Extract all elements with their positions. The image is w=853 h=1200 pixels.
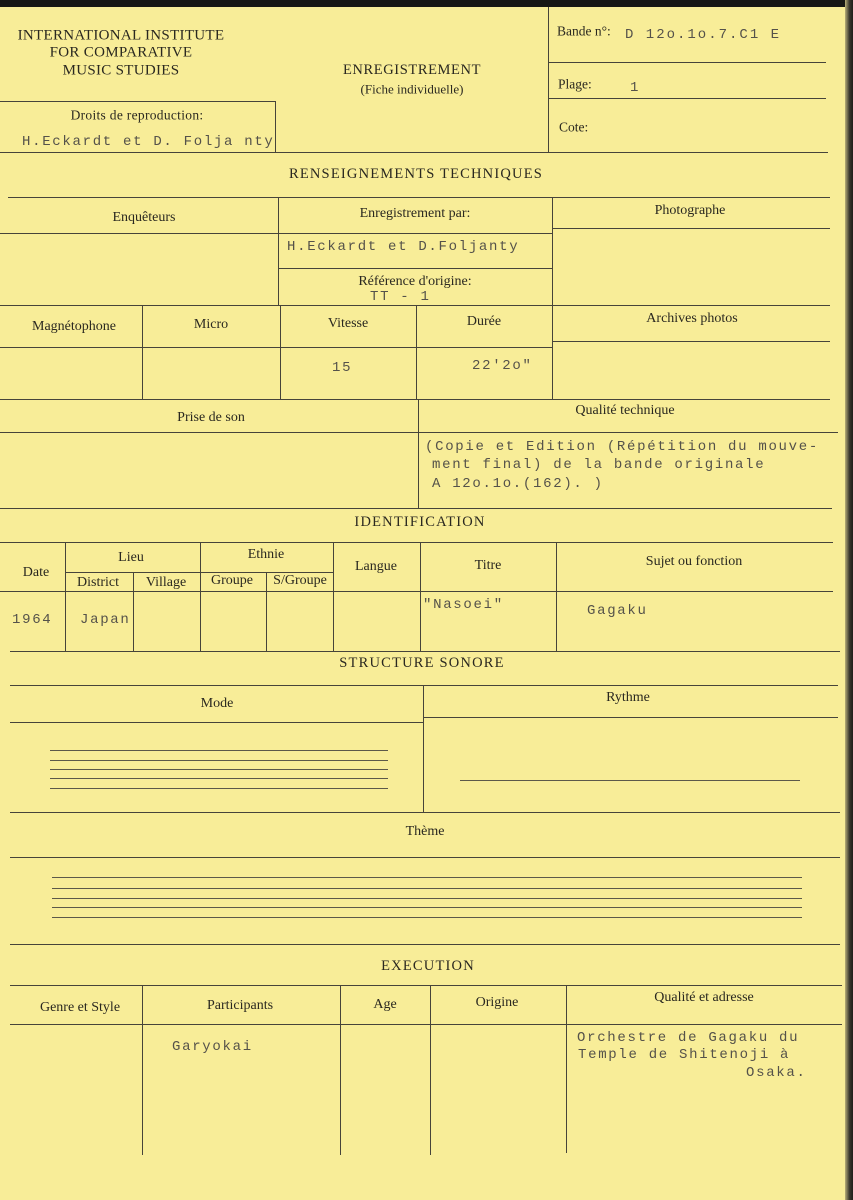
divider bbox=[278, 268, 552, 269]
divider bbox=[548, 7, 549, 152]
reference-value: TT - 1 bbox=[370, 289, 431, 305]
archives-photos-label: Archives photos bbox=[646, 311, 738, 326]
sujet-value: Gagaku bbox=[587, 603, 648, 619]
divider bbox=[340, 985, 341, 1155]
ethnie-header: Ethnie bbox=[247, 547, 285, 562]
date-value: 1964 bbox=[12, 612, 53, 628]
divider bbox=[10, 1024, 842, 1025]
enregistrement-value: H.Eckardt et D.Foljanty bbox=[287, 239, 520, 255]
theme-staff-line bbox=[52, 898, 802, 899]
qualite-technique-line: (Copie et Edition (Répétition du mouve- bbox=[425, 439, 819, 455]
divider bbox=[333, 542, 334, 651]
divider bbox=[142, 305, 143, 399]
scan-edge-right bbox=[845, 0, 853, 1200]
vitesse-label: Vitesse bbox=[327, 316, 369, 331]
mode-label: Mode bbox=[200, 696, 234, 711]
theme-label: Thème bbox=[405, 824, 445, 839]
mode-staff-line bbox=[50, 769, 388, 770]
district-header: District bbox=[77, 575, 119, 590]
divider bbox=[423, 717, 838, 718]
divider bbox=[200, 542, 201, 651]
rights-value: H.Eckardt et D. Folja nty bbox=[22, 134, 275, 150]
lieu-header: Lieu bbox=[118, 550, 144, 565]
divider bbox=[552, 228, 830, 229]
prise-de-son-label: Prise de son bbox=[177, 410, 245, 425]
qualite-adresse-line: Orchestre de Gagaku du bbox=[577, 1030, 800, 1046]
divider bbox=[0, 101, 275, 102]
divider bbox=[0, 591, 833, 592]
section-heading: RENSEIGNEMENTS TECHNIQUES bbox=[288, 165, 544, 182]
divider bbox=[420, 542, 421, 651]
institute-name-line: FOR COMPARATIVE bbox=[49, 44, 193, 61]
age-header: Age bbox=[373, 997, 397, 1012]
institute-name-line: INTERNATIONAL INSTITUTE bbox=[17, 27, 225, 44]
origine-header: Origine bbox=[475, 995, 519, 1010]
divider bbox=[423, 685, 424, 812]
divider bbox=[430, 985, 431, 1155]
divider bbox=[0, 432, 838, 433]
rythme-label: Rythme bbox=[606, 690, 650, 705]
mode-staff-line bbox=[50, 788, 388, 789]
vitesse-value: 15 bbox=[332, 360, 353, 376]
divider bbox=[275, 101, 276, 152]
divider bbox=[0, 305, 830, 306]
divider bbox=[278, 197, 279, 305]
qualite-technique-line: ment final) de la bande originale bbox=[432, 457, 766, 473]
divider bbox=[556, 542, 557, 651]
bande-value: D 12o.1o.7.C1 E bbox=[625, 27, 782, 43]
divider bbox=[10, 812, 840, 813]
qualite-adresse-line: Osaka. bbox=[746, 1065, 807, 1081]
sous-groupe-header: S/Groupe bbox=[273, 573, 327, 588]
divider bbox=[0, 508, 832, 509]
rights-label: Droits de reproduction: bbox=[70, 107, 204, 123]
theme-staff-line bbox=[52, 907, 802, 908]
plage-label: Plage: bbox=[558, 76, 592, 92]
form-title: ENREGISTREMENT bbox=[342, 61, 482, 78]
titre-value: "Nasoei" bbox=[423, 597, 504, 613]
divider bbox=[566, 985, 567, 1153]
photographe-label: Photographe bbox=[654, 203, 726, 218]
qualite-adresse-line: Temple de Shitenoji à bbox=[578, 1047, 791, 1063]
divider bbox=[142, 985, 143, 1155]
divider bbox=[266, 572, 267, 651]
participants-value: Garyokai bbox=[172, 1039, 253, 1055]
divider bbox=[548, 98, 826, 99]
enregistrement-label: Enregistrement par: bbox=[359, 206, 471, 221]
groupe-header: Groupe bbox=[211, 573, 253, 588]
theme-staff-line bbox=[52, 917, 802, 918]
langue-header: Langue bbox=[355, 559, 397, 574]
divider bbox=[0, 233, 552, 234]
section-heading: EXECUTION bbox=[381, 957, 475, 974]
qualite-technique-line: A 12o.1o.(162). ) bbox=[432, 476, 604, 492]
institute-name-line: MUSIC STUDIES bbox=[62, 62, 180, 79]
reference-label: Référence d'origine: bbox=[358, 274, 472, 289]
divider bbox=[10, 651, 840, 652]
divider bbox=[10, 944, 840, 945]
theme-staff-line bbox=[52, 888, 802, 889]
divider bbox=[0, 152, 828, 153]
plage-value: 1 bbox=[630, 80, 641, 96]
qualite-adresse-header: Qualité et adresse bbox=[654, 990, 754, 1005]
titre-header: Titre bbox=[474, 558, 502, 573]
participants-header: Participants bbox=[206, 998, 274, 1013]
duree-value: 22'2o" bbox=[472, 358, 533, 374]
mode-staff-line bbox=[50, 760, 388, 761]
divider bbox=[418, 399, 419, 508]
divider bbox=[65, 542, 66, 651]
qualite-technique-label: Qualité technique bbox=[575, 403, 675, 418]
divider bbox=[10, 985, 842, 986]
village-header: Village bbox=[145, 575, 187, 590]
section-heading: STRUCTURE SONORE bbox=[339, 654, 505, 671]
duree-label: Durée bbox=[466, 314, 502, 329]
form-subtitle: (Fiche individuelle) bbox=[360, 81, 464, 97]
mode-staff-line bbox=[50, 750, 388, 751]
magnetophone-label: Magnétophone bbox=[32, 319, 116, 334]
rythme-line bbox=[460, 780, 800, 781]
divider bbox=[553, 341, 830, 342]
divider bbox=[416, 305, 417, 399]
divider bbox=[8, 197, 830, 198]
micro-label: Micro bbox=[193, 317, 229, 332]
divider bbox=[133, 572, 134, 651]
bande-label: Bande n°: bbox=[557, 23, 611, 39]
section-heading: IDENTIFICATION bbox=[354, 513, 486, 530]
sujet-header: Sujet ou fonction bbox=[645, 554, 743, 569]
divider bbox=[0, 542, 833, 543]
cote-label: Cote: bbox=[559, 119, 589, 135]
enqueteurs-label: Enquêteurs bbox=[112, 210, 176, 225]
genre-style-header: Genre et Style bbox=[39, 1000, 121, 1015]
scan-edge-top bbox=[0, 0, 853, 7]
divider bbox=[280, 305, 281, 399]
theme-staff-line bbox=[52, 877, 802, 878]
divider bbox=[548, 62, 826, 63]
divider bbox=[0, 347, 553, 348]
mode-staff-line bbox=[50, 778, 388, 779]
district-value: Japan bbox=[80, 612, 131, 628]
divider bbox=[0, 399, 830, 400]
divider bbox=[10, 857, 840, 858]
divider bbox=[10, 685, 838, 686]
divider bbox=[10, 722, 423, 723]
date-header: Date bbox=[22, 565, 50, 580]
